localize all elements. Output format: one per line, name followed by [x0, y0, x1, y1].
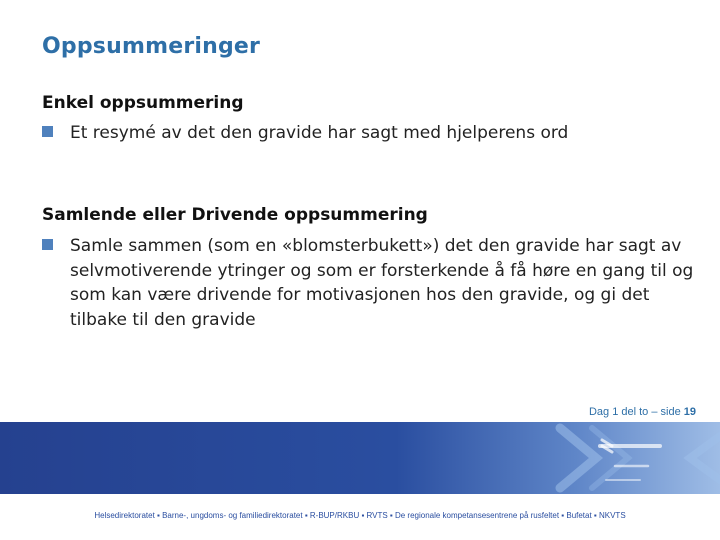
- section-heading-simple-summary: Enkel oppsummering: [42, 93, 244, 113]
- slide-title: Oppsummeringer: [42, 34, 261, 59]
- footer-organizations: Helsedirektoratet ▪ Barne-, ungdoms- og familiedirektoratet ▪ R-BUP/RKBU ▪ RVTS ▪ De regionale kompetansesentrene på rusfeltet ▪ Bufetat ▪ NKVTS: [94, 511, 626, 520]
- bullet-item-simple-summary: [42, 121, 568, 146]
- bullet-item-collecting-summary: [42, 234, 702, 332]
- bullet-text: Et resymé av det den gravide har sagt med hjelperens ord: [70, 123, 569, 143]
- arrow-graphic-icon: [0, 422, 720, 494]
- square-bullet-icon: [42, 239, 53, 250]
- square-bullet-icon: [42, 126, 53, 137]
- slide-number: [589, 406, 696, 418]
- slide-number-value: 19: [683, 406, 696, 418]
- footer-banner: [0, 422, 720, 494]
- section-heading-collecting-summary: Samlende eller Drivende oppsummering: [42, 205, 428, 225]
- bullet-text: Samle sammen (som en «blomsterbukett») det den gravide har sagt av selvmotiverende ytringer og som er forsterkende å få høre en gang til og som kan være drivende for motivasjonen hos den gravide, og gi det tilbake til den gravide: [70, 236, 694, 330]
- slide-number-prefix: Dag 1 del to – side: [588, 406, 681, 418]
